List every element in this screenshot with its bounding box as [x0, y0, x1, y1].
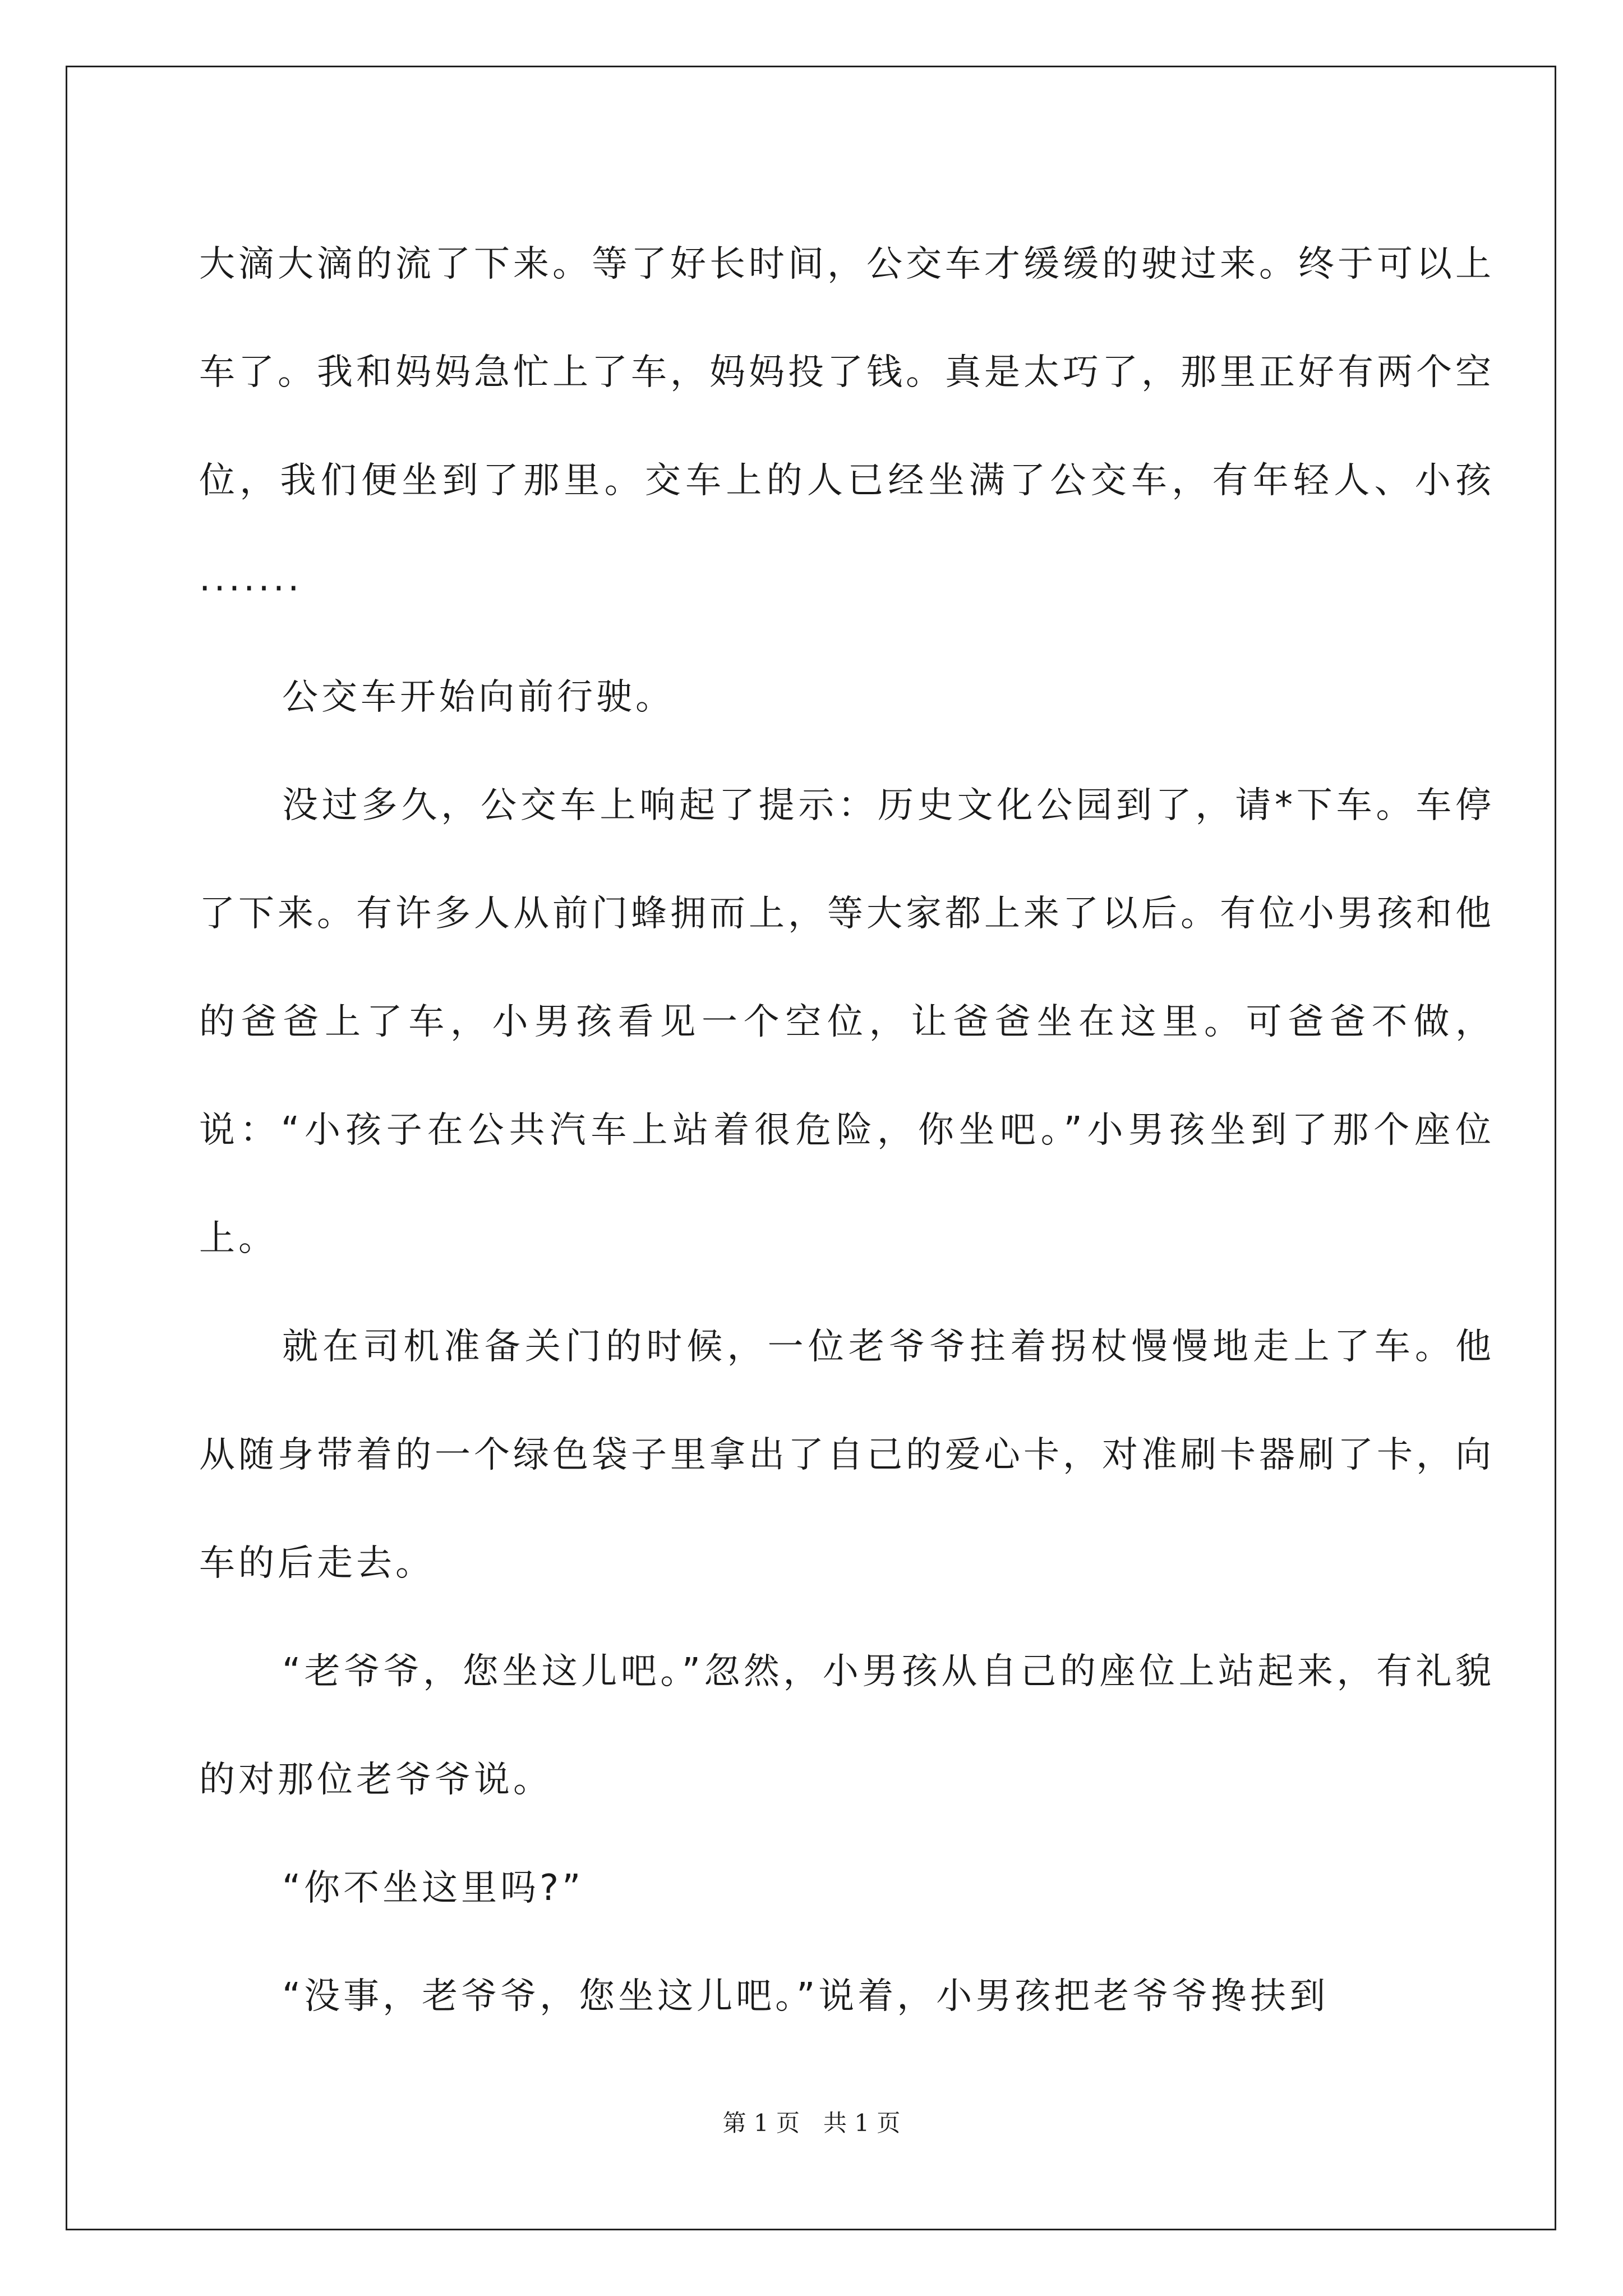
- paragraph-5: “老爷爷，您坐这儿吧。”忽然，小男孩从自己的座位上站起来，有礼貌的对那位老爷爷说。: [199, 1651, 1495, 1801]
- paragraph-2: 公交车开始向前行驶。: [282, 677, 675, 718]
- paragraph-6: “你不坐这里吗?”: [282, 1867, 584, 1909]
- page-footer: [0, 2105, 1623, 2138]
- paragraph-3: 没过多久，公交车上响起了提示：历史文化公园到了，请*下车。车停了下来。有许多人从前门蜂拥而上，等大家都上来了以后。有位小男孩和他的爸爸上了车，小男孩看见一个空位，让爸爸坐在这里。可爸爸不做，说：“小孩子在公共汽车上站着很危险，你坐吧。”小男孩坐到了那个座位上。: [199, 785, 1495, 1259]
- page-total: 共 1 页: [823, 2109, 901, 2137]
- page-number: 第 1 页: [722, 2109, 800, 2137]
- paragraph-1: 大滴大滴的流了下来。等了好长时间，公交车才缓缓的驶过来。终于可以上车了。我和妈妈急忙上了车，妈妈投了钱。真是太巧了，那里正好有两个空位，我们便坐到了那里。交车上的人已经坐满了公交车，有年轻人、小孩·······: [199, 243, 1495, 610]
- document-body: [199, 210, 1495, 2051]
- paragraph-7: “没事，老爷爷，您坐这儿吧。”说着，小男孩把老爷爷搀扶到: [282, 1976, 1329, 2017]
- paragraph-4: 就在司机准备关门的时候，一位老爷爷拄着拐杖慢慢地走上了车。他从随身带着的一个绿色袋子里拿出了自己的爱心卡，对准刷卡器刷了卡，向车的后走去。: [199, 1326, 1495, 1584]
